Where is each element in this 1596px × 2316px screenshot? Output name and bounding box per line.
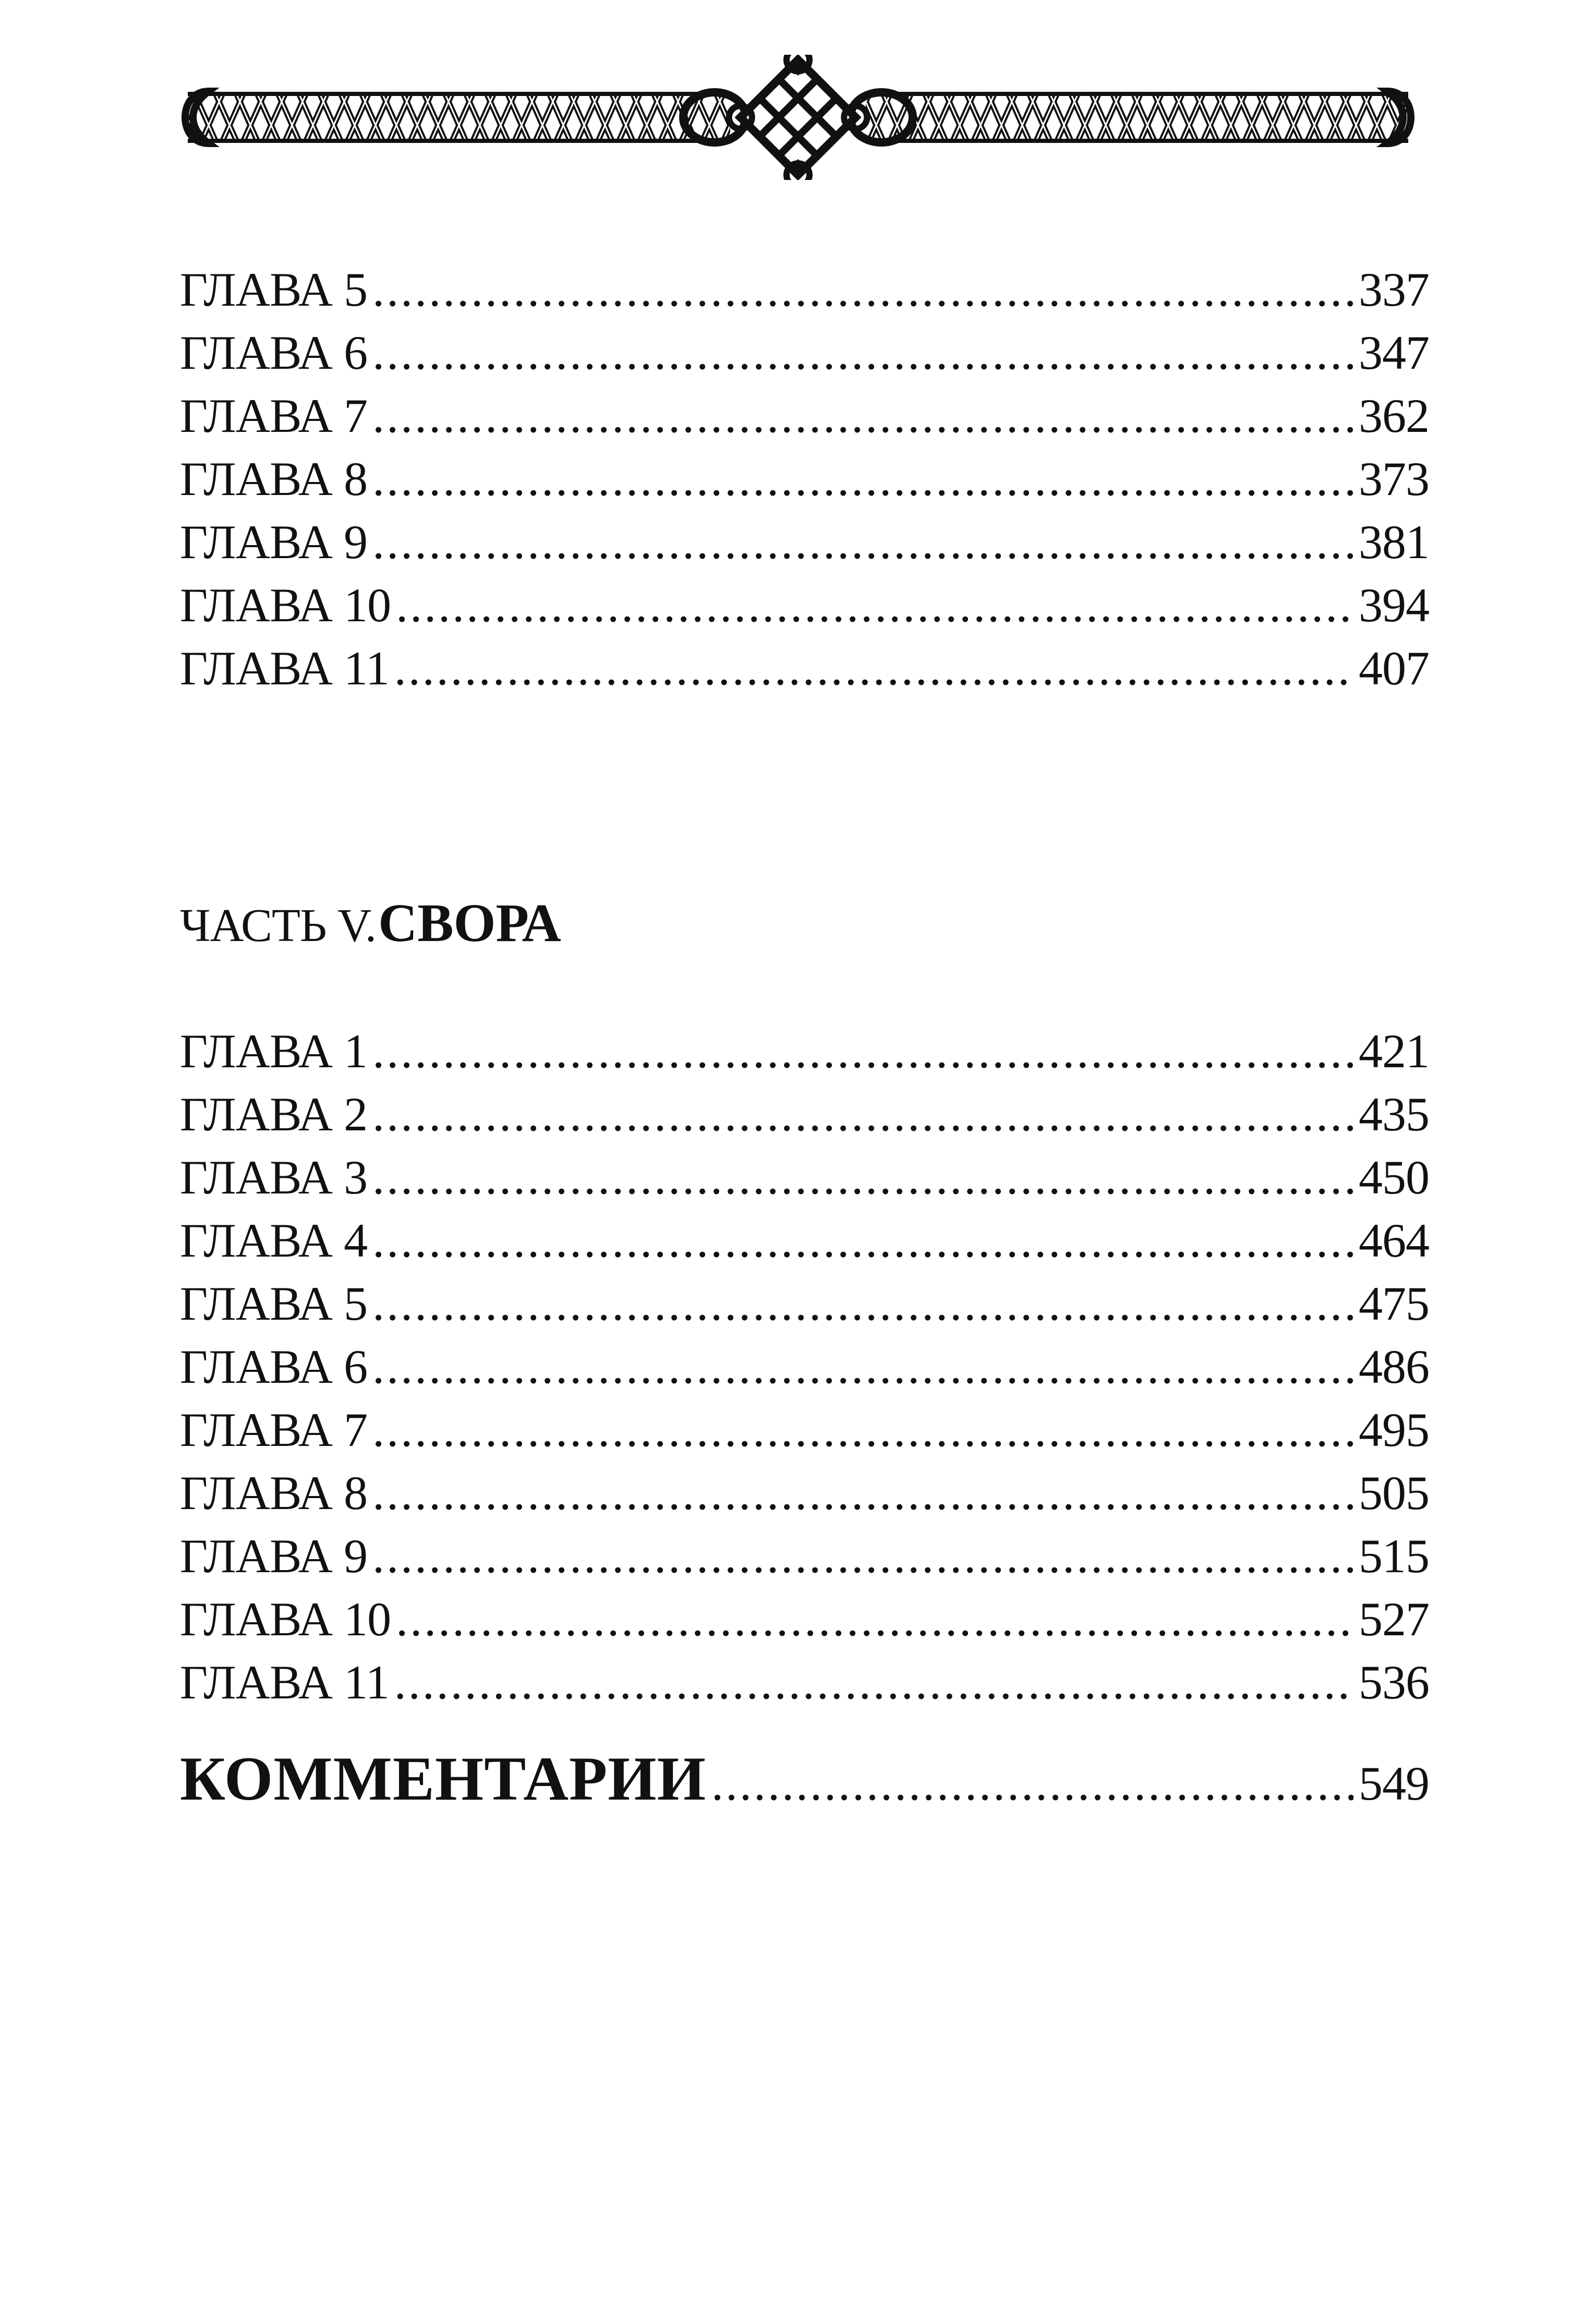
toc-leader-dots xyxy=(711,1742,1353,1825)
toc-page-number: 486 xyxy=(1359,1340,1429,1393)
toc-row xyxy=(180,321,1429,384)
toc-row xyxy=(180,1020,1429,1083)
toc-chapter-label: ГЛАВА 8 xyxy=(180,1466,368,1519)
toc-page-number: 373 xyxy=(1359,452,1429,505)
toc-row xyxy=(180,1272,1429,1335)
toc-leader-dots xyxy=(372,1146,1353,1209)
toc-chapter-label: ГЛАВА 10 xyxy=(180,578,391,632)
toc-page-number: 464 xyxy=(1359,1214,1429,1267)
toc-chapter-label: ГЛАВА 11 xyxy=(180,642,389,695)
toc-page-number: 394 xyxy=(1359,578,1429,632)
toc-chapter-label: ГЛАВА 1 xyxy=(180,1024,368,1078)
toc-chapter-label: ГЛАВА 11 xyxy=(180,1656,389,1709)
toc-leader-dots xyxy=(372,1525,1353,1588)
toc-page-number: 407 xyxy=(1359,642,1429,695)
toc-leader-dots xyxy=(372,1020,1353,1083)
toc-chapter-label: ГЛАВА 2 xyxy=(180,1088,368,1141)
toc-chapter-label: ГЛАВА 6 xyxy=(180,326,368,379)
toc-page-number: 527 xyxy=(1359,1593,1429,1646)
toc-leader-dots xyxy=(372,1398,1353,1462)
toc-page-number: 362 xyxy=(1359,389,1429,442)
comments-label: КОММЕНТАРИИ xyxy=(180,1744,706,1813)
toc-leader-dots xyxy=(396,1588,1353,1651)
toc-page-number: 515 xyxy=(1359,1529,1429,1583)
toc-leader-dots xyxy=(372,1335,1353,1398)
toc-row xyxy=(180,1335,1429,1398)
toc-row xyxy=(180,1398,1429,1462)
toc-chapter-label: ГЛАВА 7 xyxy=(180,389,368,442)
toc-row xyxy=(180,574,1429,637)
toc-page-number: 536 xyxy=(1359,1656,1429,1709)
toc-row xyxy=(180,1209,1429,1272)
toc-leader-dots xyxy=(372,1083,1353,1146)
toc-chapter-label: ГЛАВА 4 xyxy=(180,1214,368,1267)
toc-page-number: 549 xyxy=(1359,1757,1429,1810)
toc-chapter-label: ГЛАВА 5 xyxy=(180,1277,368,1330)
toc-row xyxy=(180,637,1429,700)
toc-chapter-label: ГЛАВА 5 xyxy=(180,263,368,316)
toc-page-number: 495 xyxy=(1359,1403,1429,1456)
toc-row xyxy=(180,1525,1429,1588)
toc-leader-dots xyxy=(394,1651,1353,1714)
toc-page-number: 421 xyxy=(1359,1024,1429,1078)
toc-chapter-label: ГЛАВА 6 xyxy=(180,1340,368,1393)
toc-leader-dots xyxy=(372,511,1353,574)
toc-chapter-label: ГЛАВА 8 xyxy=(180,452,368,505)
toc-leader-dots xyxy=(372,1209,1353,1272)
part-prefix: ЧАСТЬ V. xyxy=(180,900,377,951)
toc-row xyxy=(180,258,1429,321)
toc-leader-dots xyxy=(372,1462,1353,1525)
toc-chapter-label: ГЛАВА 9 xyxy=(180,1529,368,1583)
toc-row xyxy=(180,1083,1429,1146)
toc-page-number: 381 xyxy=(1359,515,1429,569)
toc-chapter-label: ГЛАВА 10 xyxy=(180,1593,391,1646)
toc-row xyxy=(180,448,1429,511)
toc-row xyxy=(180,1737,1429,1820)
toc-chapter-label: ГЛАВА 9 xyxy=(180,515,368,569)
toc-chapter-label: ГЛАВА 7 xyxy=(180,1403,368,1456)
toc-page-number: 475 xyxy=(1359,1277,1429,1330)
toc-part-v-list xyxy=(180,1020,1429,1714)
toc-leader-dots xyxy=(372,384,1353,448)
toc-leader-dots xyxy=(372,1272,1353,1335)
celtic-knot-border-icon xyxy=(177,55,1419,180)
toc-page-number: 450 xyxy=(1359,1151,1429,1204)
toc-leader-dots xyxy=(372,448,1353,511)
toc-part-iv-list xyxy=(180,258,1429,700)
toc-row xyxy=(180,511,1429,574)
toc-leader-dots xyxy=(372,321,1353,384)
toc-page-number: 347 xyxy=(1359,326,1429,379)
toc-leader-dots xyxy=(394,637,1353,700)
toc-row xyxy=(180,1462,1429,1525)
toc-page-number: 505 xyxy=(1359,1466,1429,1519)
toc-row xyxy=(180,1588,1429,1651)
toc-comments-entry xyxy=(180,1737,1429,1820)
toc-page-number: 435 xyxy=(1359,1088,1429,1141)
toc-row xyxy=(180,1651,1429,1714)
toc-leader-dots xyxy=(372,258,1353,321)
part-title: СВОРА xyxy=(378,893,561,953)
toc-row xyxy=(180,1146,1429,1209)
toc-row xyxy=(180,384,1429,448)
toc-page-number: 337 xyxy=(1359,263,1429,316)
toc-leader-dots xyxy=(396,574,1353,637)
part-heading xyxy=(180,887,561,960)
toc-chapter-label: ГЛАВА 3 xyxy=(180,1151,368,1204)
